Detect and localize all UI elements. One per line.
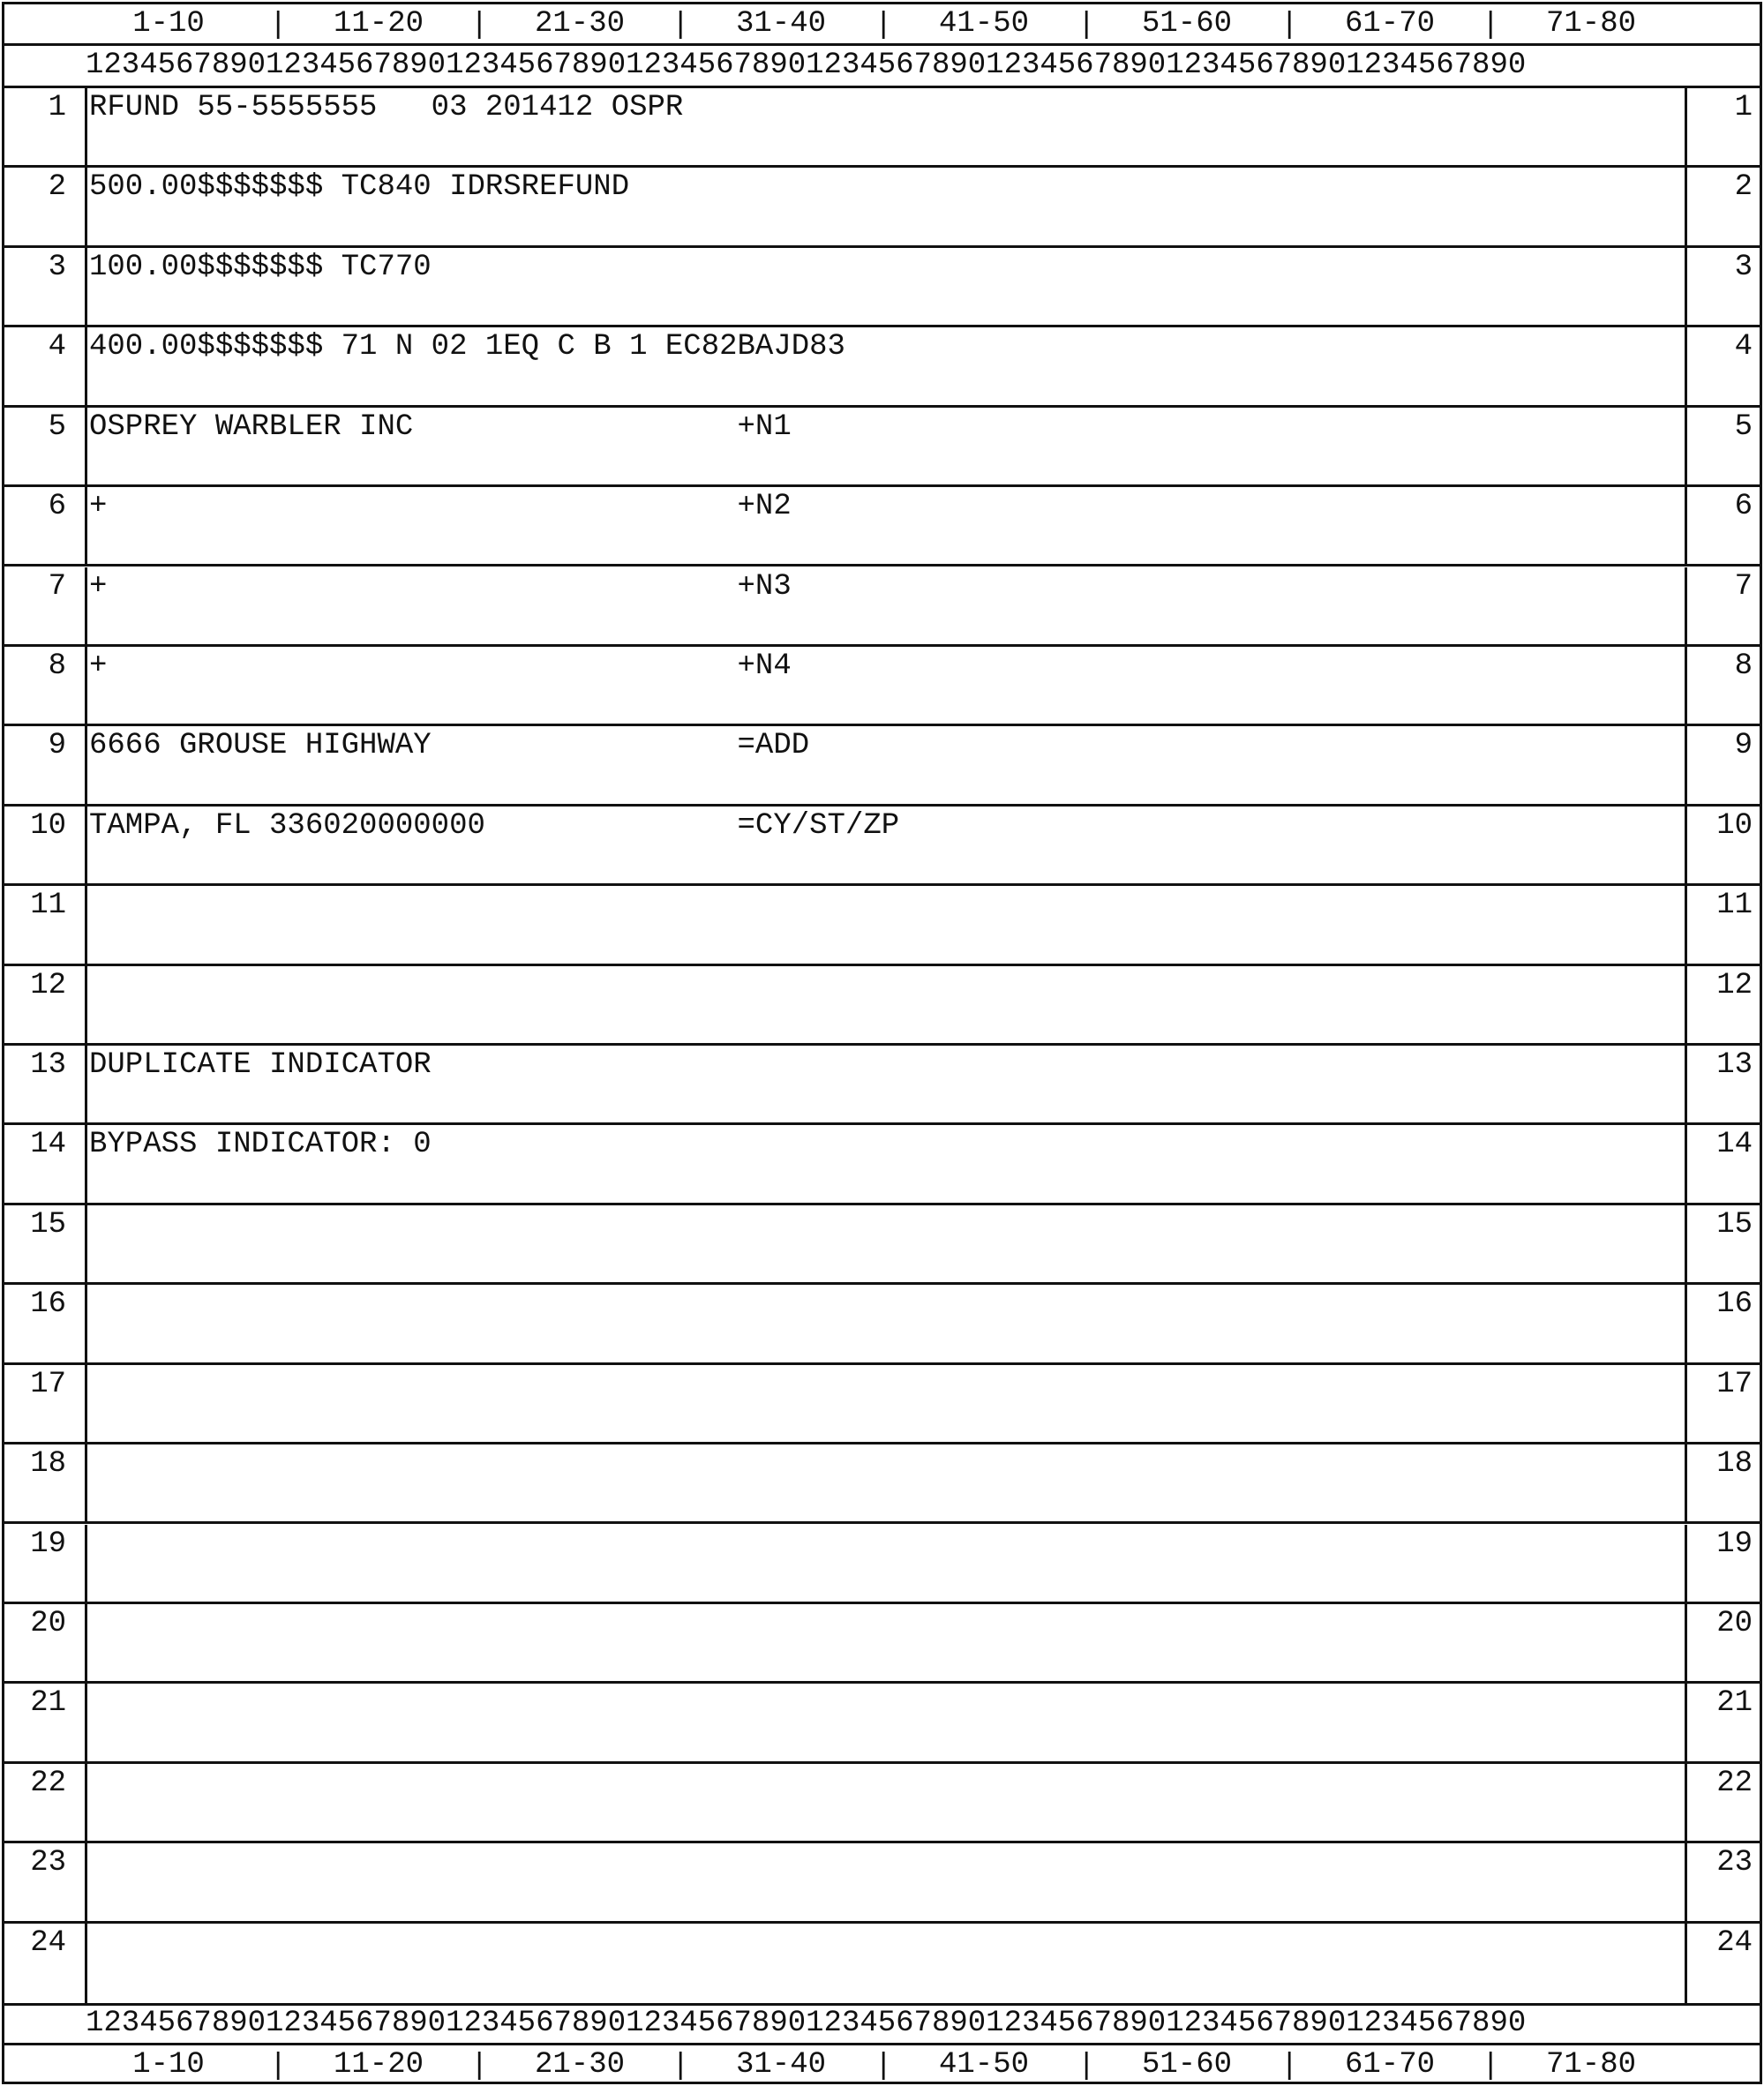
column-range-label: 41-50 bbox=[938, 2048, 1030, 2082]
screen-row bbox=[4, 408, 1760, 487]
screen-row bbox=[4, 1125, 1760, 1204]
row-number-right: 7 bbox=[1734, 569, 1753, 604]
row-input-field[interactable] bbox=[85, 1843, 1687, 1920]
screen-row bbox=[4, 1365, 1760, 1444]
row-number-left: 5 bbox=[48, 409, 66, 444]
column-range-separator: | bbox=[874, 2050, 893, 2083]
column-range-label: 51-60 bbox=[1141, 2048, 1233, 2082]
row-input-field[interactable] bbox=[85, 966, 1687, 1043]
screen-row bbox=[4, 1205, 1760, 1285]
row-number-right: 15 bbox=[1716, 1207, 1753, 1242]
row-input-field[interactable]: 6666 GROUSE HIGHWAY =ADD bbox=[85, 726, 1687, 803]
row-number-right: 10 bbox=[1716, 808, 1753, 843]
row-number-left: 22 bbox=[30, 1766, 66, 1800]
screen-row bbox=[4, 1684, 1760, 1763]
row-number-right: 20 bbox=[1716, 1606, 1753, 1640]
row-number-left: 24 bbox=[30, 1925, 66, 1960]
row-number-left: 8 bbox=[48, 649, 66, 683]
row-number-left: 4 bbox=[48, 330, 66, 364]
row-input-field[interactable]: 500.00$$$$$$$ TC840 IDRSREFUND bbox=[85, 168, 1687, 244]
row-input-field[interactable] bbox=[85, 1285, 1687, 1362]
row-input-field[interactable] bbox=[85, 1764, 1687, 1841]
row-number-right: 17 bbox=[1716, 1367, 1753, 1401]
row-number-left: 20 bbox=[30, 1606, 66, 1640]
row-number-left: 14 bbox=[30, 1128, 66, 1162]
row-input-field[interactable] bbox=[85, 886, 1687, 963]
column-range-label: 61-70 bbox=[1344, 2048, 1436, 2082]
row-number-left: 13 bbox=[30, 1048, 66, 1082]
column-digits: 12345678901234567890123456789012345678901234567890123456789012345678901234567890 bbox=[86, 49, 1527, 82]
screen-rows bbox=[4, 88, 1760, 2003]
screen-row bbox=[4, 1924, 1760, 2003]
row-input-field[interactable]: RFUND 55-5555555 03 201412 OSPR bbox=[85, 88, 1687, 165]
column-range-separator: | bbox=[672, 2050, 690, 2083]
column-range-separator: | bbox=[1280, 2050, 1299, 2083]
screen-row bbox=[4, 168, 1760, 247]
bottom-column-range-ruler bbox=[4, 2045, 1760, 2084]
screen-row bbox=[4, 1444, 1760, 1524]
column-range-label: 1-10 bbox=[132, 2048, 205, 2082]
row-number-right: 11 bbox=[1716, 889, 1753, 923]
column-range-separator: | bbox=[672, 9, 690, 42]
terminal-screen bbox=[2, 2, 1762, 2084]
row-number-left: 16 bbox=[30, 1287, 66, 1322]
row-input-field[interactable]: + +N4 bbox=[85, 647, 1687, 724]
row-input-field[interactable]: 400.00$$$$$$$ 71 N 02 1EQ C B 1 EC82BAJD83 bbox=[85, 327, 1687, 404]
row-number-left: 3 bbox=[48, 250, 66, 284]
screen-row bbox=[4, 1843, 1760, 1923]
column-range-label: 61-70 bbox=[1344, 7, 1436, 41]
row-number-right: 2 bbox=[1734, 170, 1753, 205]
row-number-left: 6 bbox=[48, 490, 66, 524]
row-input-field[interactable]: + +N2 bbox=[85, 487, 1687, 564]
row-number-right: 12 bbox=[1716, 968, 1753, 1002]
column-range-label: 71-80 bbox=[1545, 7, 1637, 41]
row-number-left: 23 bbox=[30, 1846, 66, 1880]
column-range-label: 21-30 bbox=[534, 7, 626, 41]
row-number-right: 3 bbox=[1734, 250, 1753, 284]
row-input-field[interactable] bbox=[85, 1365, 1687, 1442]
row-number-left: 12 bbox=[30, 968, 66, 1002]
row-number-left: 2 bbox=[48, 170, 66, 205]
column-range-separator: | bbox=[874, 9, 893, 42]
row-number-right: 9 bbox=[1734, 729, 1753, 763]
row-number-right: 21 bbox=[1716, 1686, 1753, 1721]
row-number-right: 5 bbox=[1734, 409, 1753, 444]
row-number-right: 6 bbox=[1734, 490, 1753, 524]
column-range-label: 41-50 bbox=[938, 7, 1030, 41]
row-input-field[interactable]: 100.00$$$$$$$ TC770 bbox=[85, 248, 1687, 325]
column-range-label: 11-20 bbox=[333, 2048, 424, 2082]
screen-row bbox=[4, 886, 1760, 965]
row-number-left: 10 bbox=[30, 808, 66, 843]
top-column-digit-ruler bbox=[4, 46, 1760, 88]
row-number-right: 23 bbox=[1716, 1846, 1753, 1880]
row-number-left: 19 bbox=[30, 1527, 66, 1561]
screen-row bbox=[4, 1285, 1760, 1364]
row-number-left: 18 bbox=[30, 1447, 66, 1482]
column-range-label: 11-20 bbox=[333, 7, 424, 41]
row-number-right: 18 bbox=[1716, 1447, 1753, 1482]
row-input-field[interactable] bbox=[85, 1205, 1687, 1282]
row-number-right: 19 bbox=[1716, 1527, 1753, 1561]
row-number-left: 11 bbox=[30, 889, 66, 923]
screen-row bbox=[4, 567, 1760, 647]
column-range-separator: | bbox=[1077, 9, 1096, 42]
column-range-label: 31-40 bbox=[735, 2048, 827, 2082]
row-number-right: 1 bbox=[1734, 91, 1753, 124]
screen-row bbox=[4, 1764, 1760, 1843]
column-range-separator: | bbox=[1280, 9, 1299, 42]
screen-row bbox=[4, 1046, 1760, 1125]
screen-row bbox=[4, 248, 1760, 327]
column-range-label: 31-40 bbox=[735, 7, 827, 41]
column-range-separator: | bbox=[269, 9, 288, 42]
row-number-right: 13 bbox=[1716, 1048, 1753, 1082]
column-range-label: 71-80 bbox=[1545, 2048, 1637, 2082]
top-column-range-ruler bbox=[4, 4, 1760, 46]
row-number-left: 17 bbox=[30, 1367, 66, 1401]
row-number-left: 1 bbox=[48, 91, 66, 124]
row-number-right: 14 bbox=[1716, 1128, 1753, 1162]
bottom-column-digit-ruler bbox=[4, 2003, 1760, 2045]
row-number-right: 4 bbox=[1734, 330, 1753, 364]
column-range-separator: | bbox=[1077, 2050, 1096, 2083]
row-input-field[interactable] bbox=[85, 1684, 1687, 1760]
row-number-right: 16 bbox=[1716, 1287, 1753, 1322]
row-input-field[interactable]: + +N3 bbox=[85, 567, 1687, 644]
row-number-left: 9 bbox=[48, 729, 66, 763]
row-input-field[interactable]: BYPASS INDICATOR: 0 bbox=[85, 1125, 1687, 1202]
column-range-separator: | bbox=[470, 2050, 489, 2083]
row-input-field[interactable] bbox=[85, 1444, 1687, 1521]
screen-row bbox=[4, 1525, 1760, 1604]
column-range-label: 1-10 bbox=[132, 7, 205, 41]
row-number-right: 24 bbox=[1716, 1925, 1753, 1960]
column-range-separator: | bbox=[1482, 9, 1500, 42]
column-range-label: 21-30 bbox=[534, 2048, 626, 2082]
row-input-field[interactable] bbox=[85, 1924, 1687, 2003]
row-input-field[interactable] bbox=[85, 1604, 1687, 1681]
screen-row bbox=[4, 1604, 1760, 1684]
row-number-right: 22 bbox=[1716, 1766, 1753, 1800]
screen-row bbox=[4, 327, 1760, 407]
screen-row bbox=[4, 647, 1760, 726]
row-number-right: 8 bbox=[1734, 649, 1753, 683]
screen-row bbox=[4, 807, 1760, 886]
column-range-separator: | bbox=[1482, 2050, 1500, 2083]
column-digits: 12345678901234567890123456789012345678901234567890123456789012345678901234567890 bbox=[86, 2007, 1527, 2040]
screen-row bbox=[4, 726, 1760, 806]
row-input-field[interactable]: DUPLICATE INDICATOR bbox=[85, 1046, 1687, 1122]
screen-row bbox=[4, 966, 1760, 1046]
row-input-field[interactable] bbox=[85, 1525, 1687, 1602]
screen-row bbox=[4, 487, 1760, 567]
row-input-field[interactable]: OSPREY WARBLER INC +N1 bbox=[85, 408, 1687, 484]
screen-row bbox=[4, 88, 1760, 168]
column-range-label: 51-60 bbox=[1141, 7, 1233, 41]
row-number-left: 21 bbox=[30, 1686, 66, 1721]
row-number-left: 7 bbox=[48, 569, 66, 604]
column-range-separator: | bbox=[269, 2050, 288, 2083]
column-range-separator: | bbox=[470, 9, 489, 42]
row-number-left: 15 bbox=[30, 1207, 66, 1242]
row-input-field[interactable]: TAMPA, FL 336020000000 =CY/ST/ZP bbox=[85, 807, 1687, 883]
